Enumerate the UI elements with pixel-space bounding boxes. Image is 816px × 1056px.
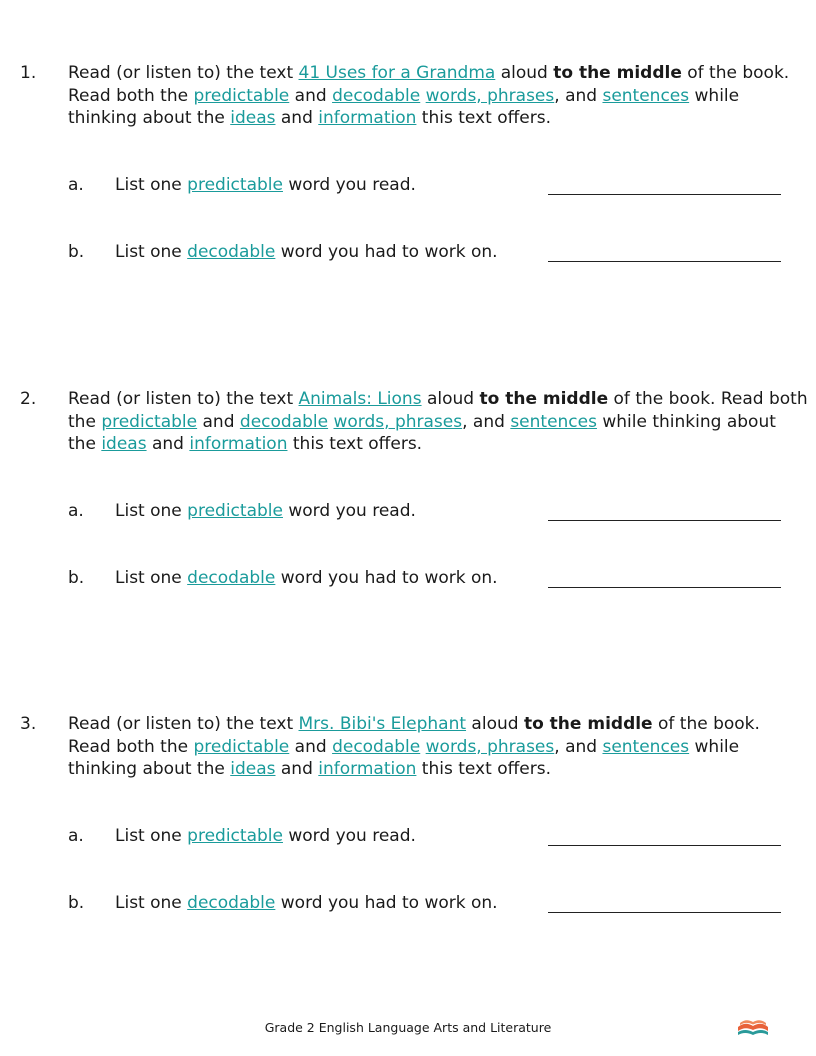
predictable-link[interactable]: predictable — [193, 85, 290, 106]
predictable-link[interactable]: predictable — [187, 501, 283, 521]
decodable-link[interactable]: decodable — [332, 736, 421, 757]
sub-question-b: List one decodable word you had to work on. — [115, 242, 498, 262]
sub-letter-a: a. — [68, 501, 84, 521]
information-link[interactable]: information — [318, 759, 417, 779]
question-1-text: Read (or listen to) the text 41 Uses for a Grandma aloud to the middle of the book. Read both the predictable and decodable words, phrases, and sentences while thinking about the ideas and information this text offers. — [68, 63, 790, 128]
answer-blank-1a[interactable] — [548, 174, 781, 195]
sub-letter-a: a. — [68, 175, 84, 195]
sentences-link[interactable]: sentences — [602, 736, 690, 757]
sub-letter-b: b. — [68, 242, 85, 262]
book-title-link[interactable]: Mrs. Bibi's Elephant — [298, 714, 467, 734]
predictable-link[interactable]: predictable — [187, 826, 283, 846]
decodable-link[interactable]: decodable — [187, 242, 276, 262]
predictable-link[interactable]: predictable — [187, 175, 283, 195]
question-1-number: 1. — [20, 63, 37, 83]
sub-question-a: List one predictable word you read. — [115, 501, 416, 521]
sub-letter-b: b. — [68, 893, 85, 913]
book-title-link[interactable]: Animals: Lions — [298, 389, 422, 409]
question-2-number: 2. — [20, 389, 37, 409]
words-phrases-link[interactable]: words, phrases — [425, 85, 555, 106]
answer-blank-2a[interactable] — [548, 500, 781, 521]
answer-blank-3a[interactable] — [548, 825, 781, 846]
ideas-link[interactable]: ideas — [230, 759, 276, 779]
sub-question-b: List one decodable word you had to work on. — [115, 568, 498, 588]
decodable-link[interactable]: decodable — [239, 411, 329, 432]
question-2-text: Read (or listen to) the text Animals: Lions aloud to the middle of the book. Read both the predictable and decodable words, phrases, and sentences while thinking about the ideas and information this text offers. — [68, 389, 808, 454]
answer-blank-2b[interactable] — [548, 567, 781, 588]
ideas-link[interactable]: ideas — [101, 434, 147, 454]
answer-blank-3b[interactable] — [548, 892, 781, 913]
words-phrases-link[interactable]: words, phrases — [425, 736, 555, 757]
sub-letter-a: a. — [68, 826, 84, 846]
sub-question-a: List one predictable word you read. — [115, 826, 416, 846]
question-3-number: 3. — [20, 714, 37, 734]
sub-question-b: List one decodable word you had to work on. — [115, 893, 498, 913]
information-link[interactable]: information — [318, 108, 417, 128]
footer-text: Grade 2 English Language Arts and Literature — [264, 1020, 552, 1035]
predictable-link[interactable]: predictable — [101, 411, 198, 432]
answer-blank-1b[interactable] — [548, 241, 781, 262]
words-phrases-link[interactable]: words, phrases — [333, 411, 463, 432]
sentences-link[interactable]: sentences — [602, 85, 690, 106]
sub-letter-b: b. — [68, 568, 85, 588]
book-title-link[interactable]: 41 Uses for a Grandma — [298, 63, 496, 83]
decodable-link[interactable]: decodable — [332, 85, 421, 106]
sentences-link[interactable]: sentences — [510, 411, 597, 432]
predictable-link[interactable]: predictable — [193, 736, 290, 757]
open-book-logo-icon — [736, 1014, 770, 1038]
decodable-link[interactable]: decodable — [187, 893, 276, 913]
information-link[interactable]: information — [189, 434, 288, 454]
ideas-link[interactable]: ideas — [230, 108, 276, 128]
decodable-link[interactable]: decodable — [187, 568, 276, 588]
sub-question-a: List one predictable word you read. — [115, 175, 416, 195]
question-3-text: Read (or listen to) the text Mrs. Bibi's Elephant aloud to the middle of the book. Read both the predictable and decodable words, phrases, and sentences while thinking about the ideas and information this text offers. — [68, 714, 760, 779]
